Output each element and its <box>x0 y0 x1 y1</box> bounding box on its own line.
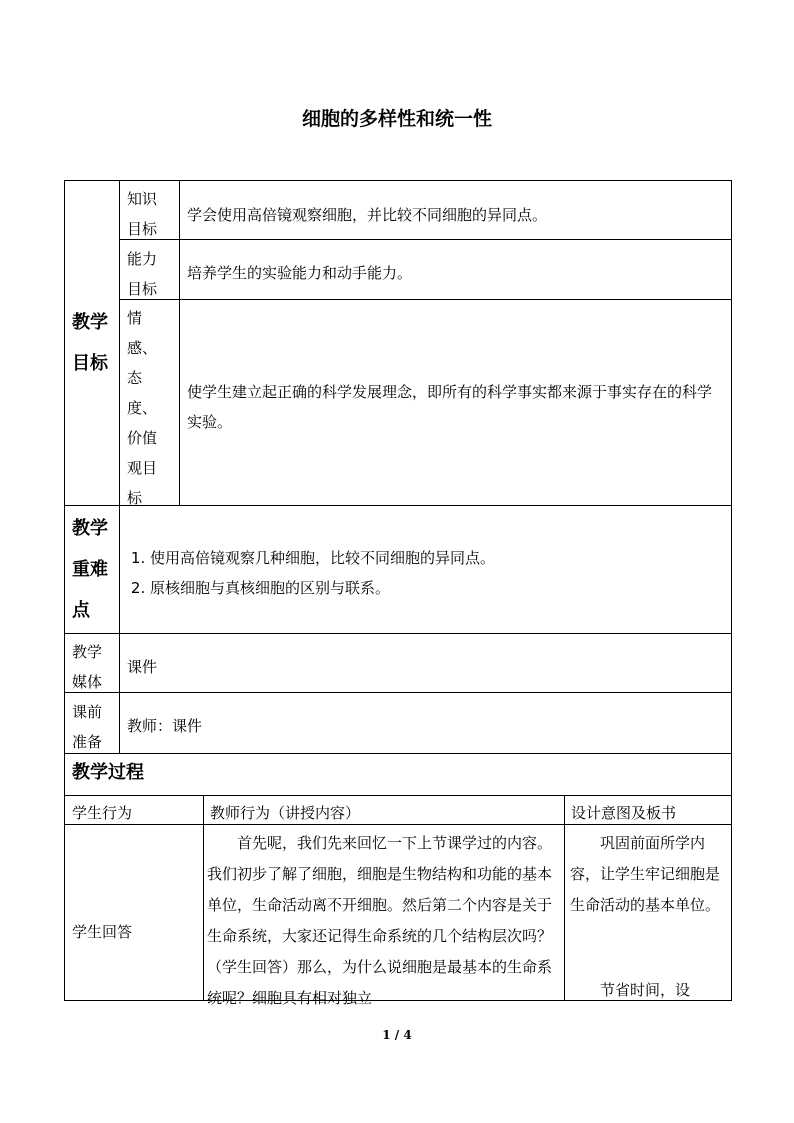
column-header-teacher: 教师行为（讲授内容） <box>210 804 361 822</box>
media-label: 教学媒体 <box>72 643 103 691</box>
ability-objective-label: 能力目标 <box>127 250 158 298</box>
design-intent-cell: 巩固前面所学内容，让学生牢记细胞是生命活动的基本单位。 <box>570 834 721 914</box>
key-points-label: 教学重难点 <box>72 518 108 621</box>
key-points-list <box>130 543 495 603</box>
attitude-objective-text: 使学生建立起正确的科学发展理念，即所有的科学事实都来源于事实存在的科学实验。 <box>187 383 713 431</box>
objectives-section-label: 教学目标 <box>72 312 108 374</box>
media-value: 课件 <box>127 658 158 676</box>
document-title: 细胞的多样性和统一性 <box>301 108 492 130</box>
knowledge-objective-text: 学会使用高倍镜观察细胞，并比较不同细胞的异同点。 <box>187 206 548 224</box>
preparation-value: 教师：课件 <box>127 717 203 735</box>
design-intent-cell-continued: 节省时间，设 <box>600 981 691 999</box>
key-point-item: 2. 原核细胞与真核细胞的区别与联系。 <box>150 573 495 603</box>
attitude-objective-label: 情感、态度、价值观目标 <box>127 309 158 507</box>
column-header-design: 设计意图及板书 <box>571 804 677 822</box>
teacher-behavior-cell: 首先呢，我们先来回忆一下上节课学过的内容。我们初步了解了细胞，细胞是生物结构和功能的基本单位，生命活动离不开细胞。然后第二个内容是关于生命系统，大家还记得生命系统的几个结构层次吗？（学生回答）那么，为什么说细胞是最基本的生命系统呢？细胞具有相对独立 <box>207 834 553 1007</box>
preparation-label: 课前准备 <box>72 703 103 751</box>
process-label: 教学过程 <box>72 762 144 783</box>
knowledge-objective-label: 知识目标 <box>127 190 158 238</box>
key-point-item: 1. 使用高倍镜观察几种细胞，比较不同细胞的异同点。 <box>150 543 495 573</box>
column-header-student: 学生行为 <box>72 804 133 822</box>
ability-objective-text: 培养学生的实验能力和动手能力。 <box>187 264 413 282</box>
page-number: 1 / 4 <box>382 1028 412 1042</box>
student-behavior-cell: 学生回答 <box>72 923 133 941</box>
